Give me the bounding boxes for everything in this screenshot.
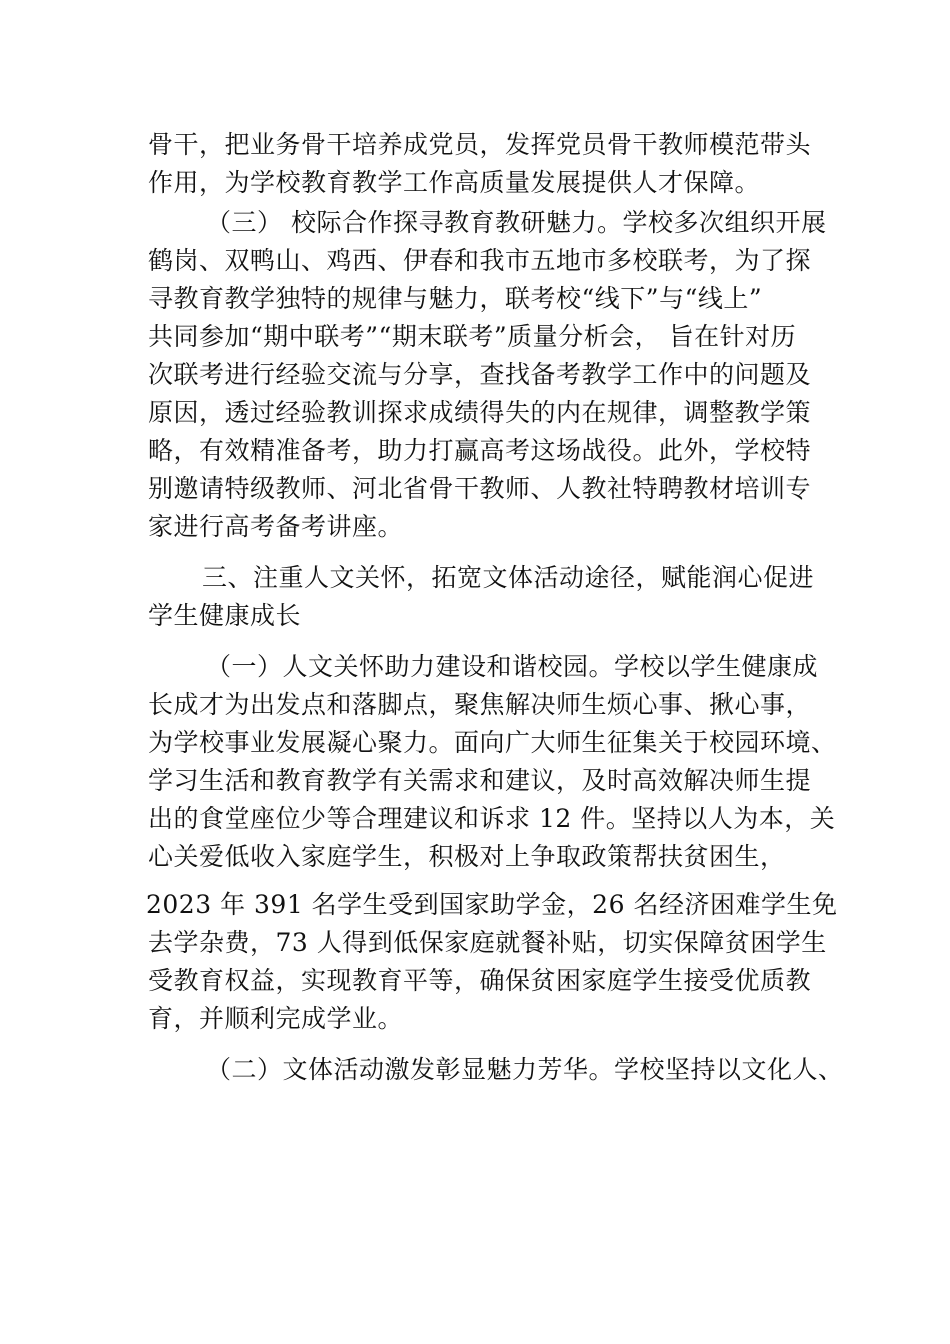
subsection-heading-3: （三） 校际合作探寻教育教研魅力。学校多次组织开展	[206, 208, 827, 237]
text-line: 去学杂费，73 人得到低保家庭就餐补贴，切实保障贫困学生	[148, 928, 827, 957]
text-line: 长成才为出发点和落脚点，聚焦解决师生烦心事、揪心事，	[148, 690, 812, 719]
subsection-heading-2: （二）文体活动激发彰显魅力芳华。学校坚持以文化人、	[206, 1055, 844, 1084]
text-line: 原因，透过经验教训探求成绩得失的内在规律，调整教学策	[148, 398, 812, 427]
text-line: 学习生活和教育教学有关需求和建议，及时高效解决师生提	[148, 766, 812, 795]
text-line: 次联考进行经验交流与分享，查找备考教学工作中的问题及	[148, 360, 812, 389]
text-line: 寻教育教学独特的规律与魅力，联考校“线下”与“线上”	[148, 284, 763, 313]
text-line: 共同参加“期中联考”“期末联考”质量分析会， 旨在针对历	[148, 322, 797, 351]
text-line: 家进行高考备考讲座。	[148, 512, 404, 541]
text-line: 出的食堂座位少等合理建议和诉求 12 件。坚持以人为本，关	[148, 804, 836, 833]
text-line: 受教育权益，实现教育平等，确保贫困家庭学生接受优质教	[148, 966, 812, 995]
subsection-heading-1: （一）人文关怀助力建设和谐校园。学校以学生健康成	[206, 652, 819, 681]
text-line: 2023 年 391 名学生受到国家助学金，26 名经济困难学生免	[146, 890, 838, 919]
text-line: 为学校事业发展凝心聚力。面向广大师生征集关于校园环境、	[148, 728, 837, 757]
text-line: 略，有效精准备考，助力打赢高考这场战役。此外，学校特	[148, 436, 812, 465]
text-line: 育，并顺利完成学业。	[148, 1004, 404, 1033]
section-heading-3: 三、注重人文关怀，拓宽文体活动途径，赋能润心促进	[202, 563, 815, 592]
text-line: 心关爱低收入家庭学生，积极对上争取政策帮扶贫困生，	[148, 842, 786, 871]
section-heading-3-cont: 学生健康成长	[148, 601, 302, 630]
text-line: 骨干，把业务骨干培养成党员，发挥党员骨干教师模范带头	[148, 130, 812, 159]
text-line: 作用，为学校教育教学工作高质量发展提供人才保障。	[148, 168, 761, 197]
text-line: 别邀请特级教师、河北省骨干教师、人教社特聘教材培训专	[148, 474, 812, 503]
text-line: 鹤岗、双鸭山、鸡西、伊春和我市五地市多校联考，为了探	[148, 246, 812, 275]
